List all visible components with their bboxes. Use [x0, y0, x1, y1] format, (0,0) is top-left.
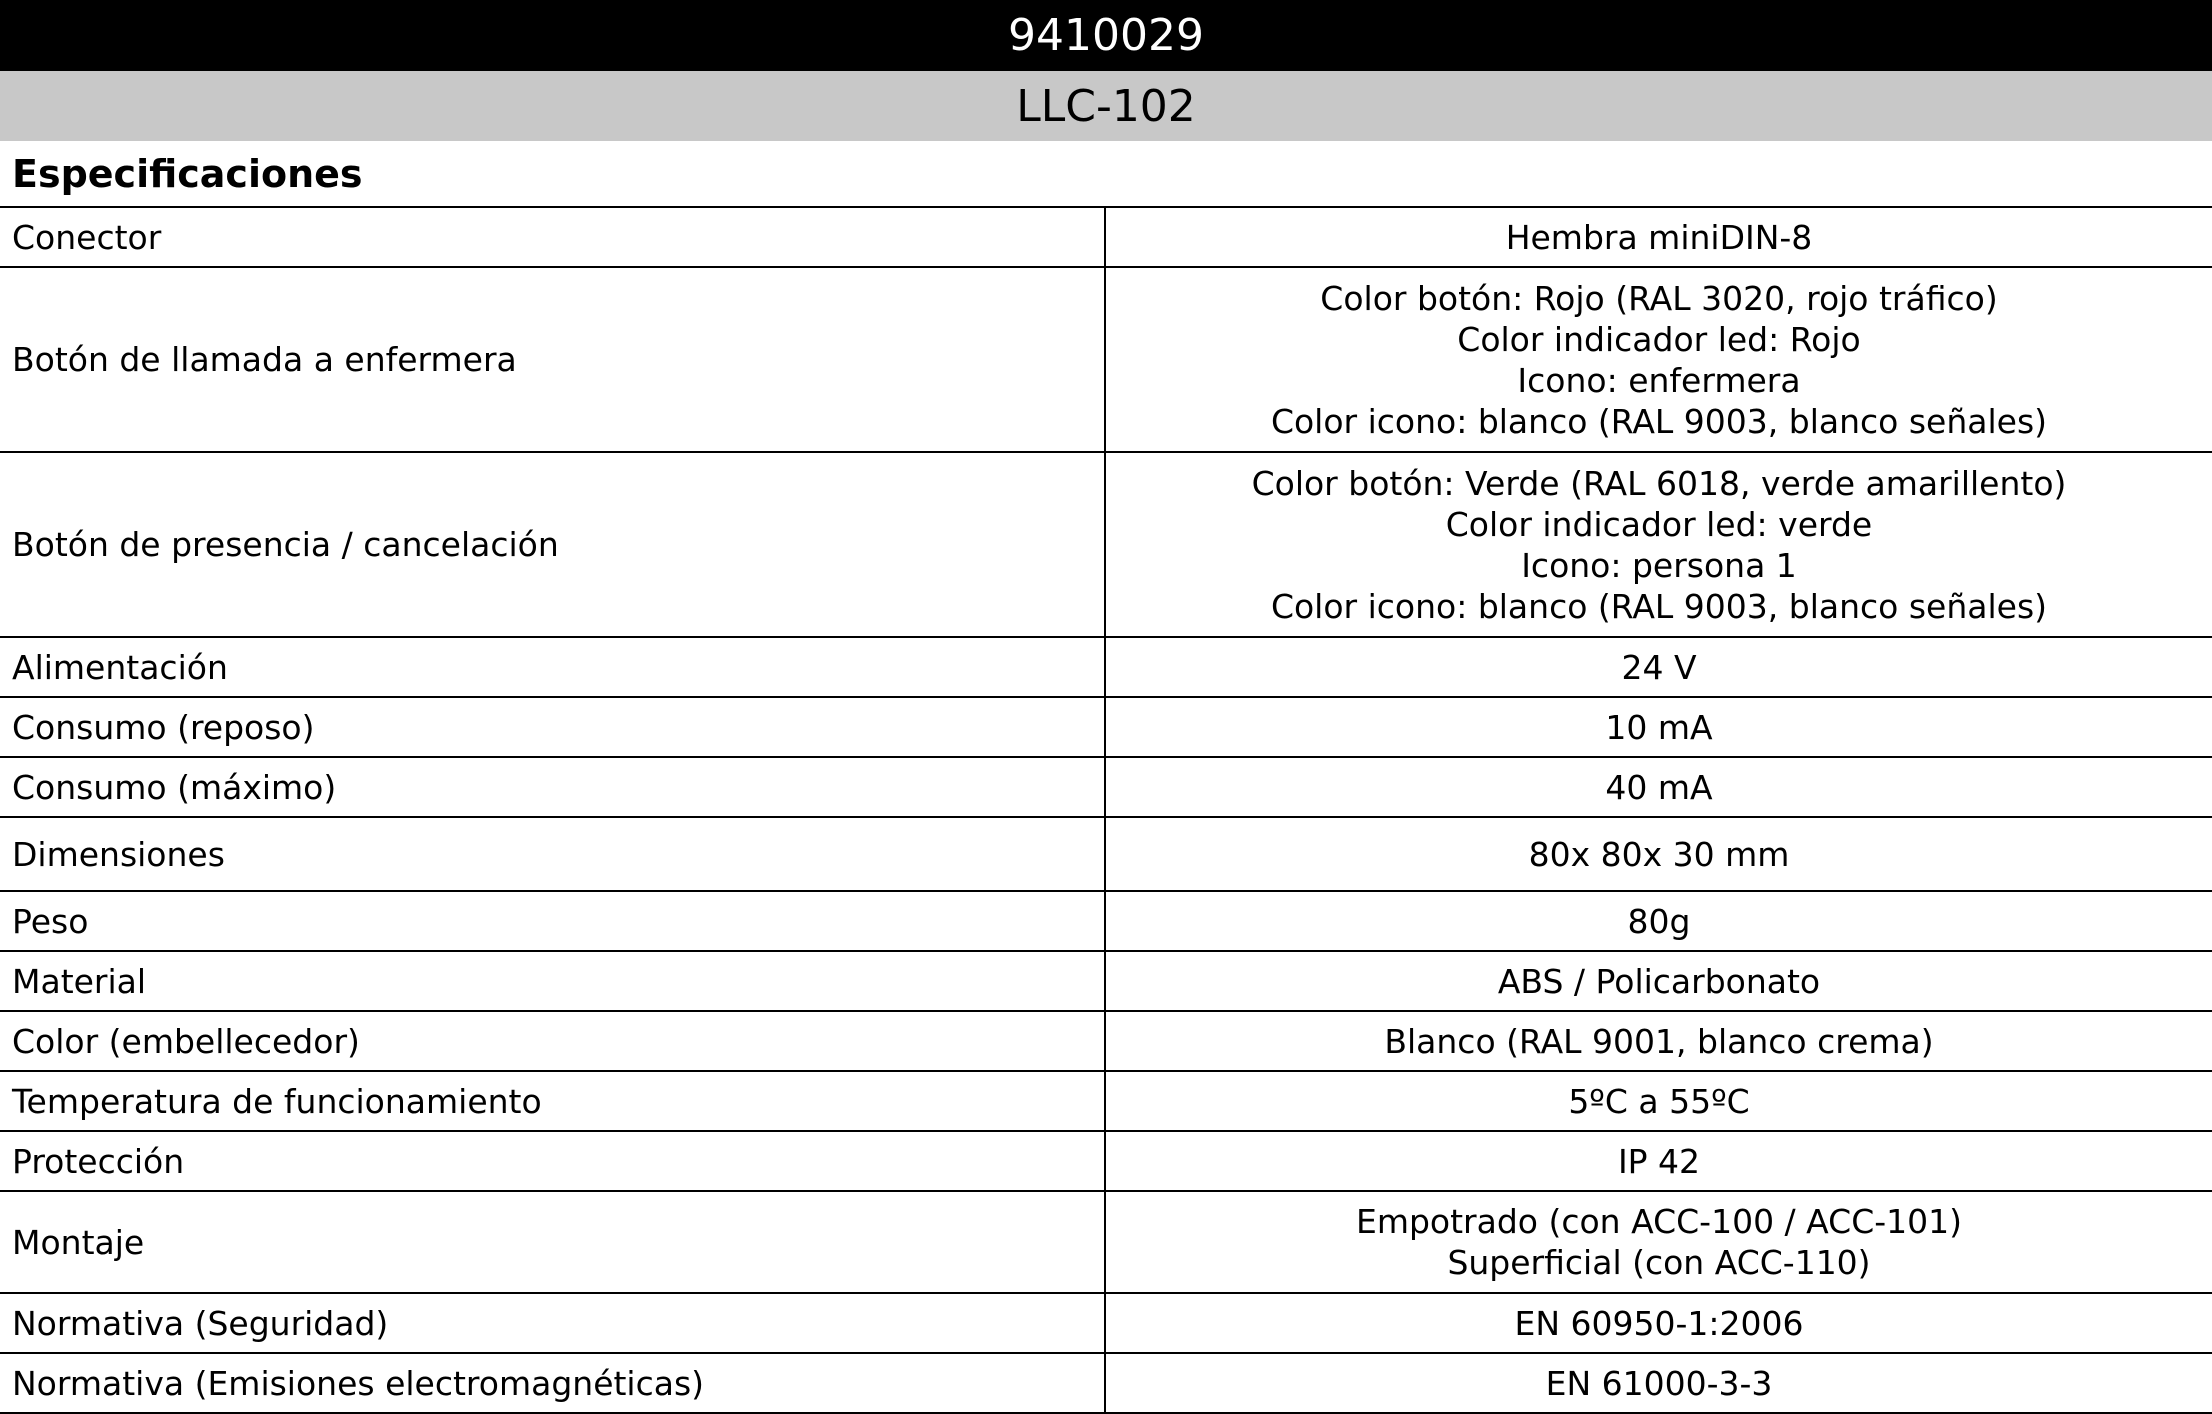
table-row — [0, 891, 2212, 951]
spec-value: Empotrado (con ACC-100 / ACC-101) Superficial (con ACC-110) — [1105, 1191, 2212, 1293]
table-row — [0, 267, 2212, 452]
spec-label: Peso — [0, 891, 1105, 951]
spec-label: Normativa (Seguridad) — [0, 1293, 1105, 1353]
spec-label: Conector — [0, 207, 1105, 267]
spec-value: 24 V — [1105, 637, 2212, 697]
spec-value: 40 mA — [1105, 757, 2212, 817]
spec-label: Montaje — [0, 1191, 1105, 1293]
spec-label: Dimensiones — [0, 817, 1105, 891]
specifications-table — [0, 206, 2212, 1414]
spec-label: Botón de llamada a enfermera — [0, 267, 1105, 452]
table-row — [0, 637, 2212, 697]
table-row — [0, 207, 2212, 267]
spec-value: EN 60950-1:2006 — [1105, 1293, 2212, 1353]
spec-value: 5ºC a 55ºC — [1105, 1071, 2212, 1131]
product-model-bar — [0, 71, 2212, 141]
spec-value: 10 mA — [1105, 697, 2212, 757]
spec-label: Alimentación — [0, 637, 1105, 697]
table-row — [0, 1011, 2212, 1071]
section-title: Especificaciones — [12, 151, 363, 196]
table-row — [0, 1131, 2212, 1191]
spec-value: Color botón: Verde (RAL 6018, verde amarillento) Color indicador led: verde Icono: persona 1 Color icono: blanco (RAL 9003, blanco señales) — [1105, 452, 2212, 637]
spec-value: IP 42 — [1105, 1131, 2212, 1191]
spec-value: Hembra miniDIN-8 — [1105, 207, 2212, 267]
table-row — [0, 757, 2212, 817]
spec-label: Normativa (Emisiones electromagnéticas) — [0, 1353, 1105, 1413]
spec-value: EN 61000-3-3 — [1105, 1353, 2212, 1413]
spec-value: 80x 80x 30 mm — [1105, 817, 2212, 891]
spec-label: Consumo (reposo) — [0, 697, 1105, 757]
table-row — [0, 1353, 2212, 1413]
table-row — [0, 951, 2212, 1011]
product-code: 9410029 — [1008, 10, 1204, 61]
spec-label: Consumo (máximo) — [0, 757, 1105, 817]
table-row — [0, 817, 2212, 891]
product-code-bar — [0, 0, 2212, 71]
table-row — [0, 1191, 2212, 1293]
spec-value: Blanco (RAL 9001, blanco crema) — [1105, 1011, 2212, 1071]
table-row — [0, 1071, 2212, 1131]
spec-label: Botón de presencia / cancelación — [0, 452, 1105, 637]
spec-label: Protección — [0, 1131, 1105, 1191]
product-model: LLC-102 — [1016, 80, 1196, 132]
table-row — [0, 452, 2212, 637]
spec-label: Color (embellecedor) — [0, 1011, 1105, 1071]
spec-label: Temperatura de funcionamiento — [0, 1071, 1105, 1131]
spec-value: Color botón: Rojo (RAL 3020, rojo tráfico) Color indicador led: Rojo Icono: enfermera Color icono: blanco (RAL 9003, blanco señales) — [1105, 267, 2212, 452]
table-row — [0, 697, 2212, 757]
spec-value: ABS / Policarbonato — [1105, 951, 2212, 1011]
spec-label: Material — [0, 951, 1105, 1011]
spec-value: 80g — [1105, 891, 2212, 951]
table-row — [0, 1293, 2212, 1353]
